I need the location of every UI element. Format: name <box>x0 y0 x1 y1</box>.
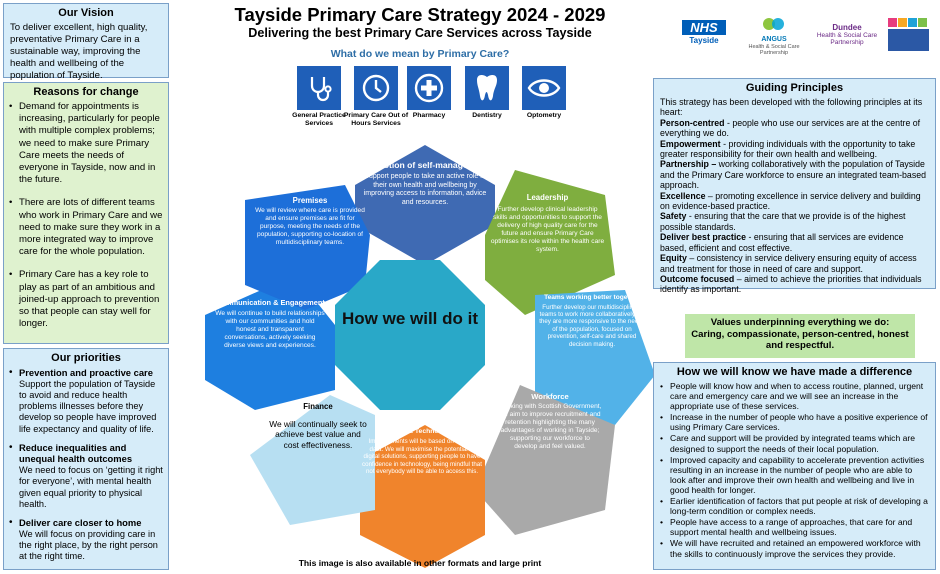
principle-text: working collaboratively with the population of Tayside and the Primary Care workforce to ensure an integrated team-based approach. <box>660 159 926 191</box>
petal-communication <box>215 299 325 350</box>
principle-term: Excellence <box>660 190 706 201</box>
eye-icon <box>522 66 566 110</box>
vision-text: To deliver excellent, high quality, preventative Primary Care in a sustainable way, improving the health and wellbeing of the population of Tayside. <box>10 22 148 81</box>
priority-title: • Prevention and proactive care <box>19 367 153 378</box>
priority-item <box>9 442 163 510</box>
dundee-logo-sub: Health & Social Care Partnership <box>816 32 878 46</box>
petal-text: Support people to take an active role in their own health and wellbeing by improving access to information, advice and resources. <box>363 173 487 206</box>
footer-note: This image is also available in other formats and large print <box>298 558 542 568</box>
principle-item <box>660 211 929 232</box>
nhs-logo-sub: Tayside <box>689 36 719 45</box>
tooth-icon <box>465 66 509 110</box>
priority-title: • Reduce inequalities and unequal health outcomes <box>19 441 133 465</box>
principle-term: Equity <box>660 253 687 264</box>
petal-text: Further develop our multidisciplinary teams to work more collaboratively, so they are more responsive to the needs of the population, focused on prevention, self-care and shared decision making. <box>539 303 645 348</box>
page-title: Tayside Primary Care Strategy 2024 - 2029 <box>234 4 606 25</box>
petal-title: Leadership <box>526 193 569 202</box>
reasons-panel <box>3 82 169 344</box>
list-item: • Demand for appointments is increasing, particularly for people with multiple complex problems; we need to make sure Primary Care meets the needs of everyone in Tayside, now and in the future. <box>9 101 163 186</box>
petal-text: Working with Scottish Government, we aim to improve recruitment and retention highlighting the many advantages of working in Tayside; supporting our workforce to develop and feel valued. <box>498 403 602 450</box>
service-label: Dentistry <box>472 112 502 119</box>
values-panel <box>685 314 915 358</box>
petal-title: Communication & Engagement <box>215 298 325 307</box>
principle-term: Safety <box>660 211 687 222</box>
list-item: • There are lots of different teams who work in Primary Care and we need to make sure they work in a more integrated way to improve care for the whole population. <box>9 197 163 258</box>
petal-premises <box>255 196 365 247</box>
principle-term: Empowerment <box>660 138 721 149</box>
petal-leadership <box>490 193 605 254</box>
priorities-panel <box>3 348 169 570</box>
angus-mark-icon <box>759 16 789 36</box>
perth-kinross-logo <box>886 16 934 60</box>
list-item: • People will know how and when to access routine, planned, urgent care and emergency care and we will see an increase in the appropriate use of these services. <box>660 381 929 411</box>
vision-panel <box>3 3 169 81</box>
center-octagon <box>335 260 485 410</box>
principles-panel <box>653 78 936 295</box>
dundee-hscp-logo <box>812 16 882 60</box>
difference-list <box>660 381 929 559</box>
priority-text: We need to focus on ‘getting it right for everyone’, with mental health given equal priority to physical health. <box>19 464 163 509</box>
cross-icon <box>407 66 451 110</box>
petal-finance <box>268 402 368 450</box>
list-item: • Care and support will be provided by integrated teams which are designed to support the needs of their local population. <box>660 433 929 453</box>
principles-heading: Guiding Principles <box>745 82 844 94</box>
petal-text: Improvements will be based on reliable data. We will maximise the potential of digital solutions, supporting people to have confidence in technology, being mindful that not everybody will be able to access this. <box>362 438 482 475</box>
reasons-heading: Reasons for change <box>33 86 139 98</box>
principle-text: – consistency in service delivery ensuring equity of access and treatment for those in need of care and support. <box>660 253 917 274</box>
service-label: Optometry <box>526 112 562 119</box>
principle-item <box>660 191 929 212</box>
list-item: • Improved capacity and capability to accelerate prevention activities resulting in an increase in the number of people who are able to look after and improve their own health and wellbeing and live in good health for longer. <box>660 455 929 495</box>
principle-item <box>660 274 929 295</box>
stethoscope-icon <box>297 66 341 110</box>
difference-panel <box>653 362 936 570</box>
petal-text: We will continually seek to achieve best value and cost effectiveness. <box>269 419 367 450</box>
priority-text: We will focus on providing care in the right place, by the right person at the right time. <box>19 528 158 562</box>
list-item: • Primary Care has a key role to play as part of an ambitious and joined-up approach to prevention so that people can stay well for longer. <box>9 269 163 330</box>
principle-item <box>660 232 929 253</box>
reasons-list <box>9 101 163 330</box>
petal-teams <box>538 294 646 348</box>
principle-text: - ensuring that the care that we provide is of the highest possible standards. <box>660 211 906 232</box>
angus-logo-text: ANGUS <box>761 36 787 43</box>
list-item: • People have access to a range of approaches, that care for and support mental health and wellbeing issues. <box>660 517 929 537</box>
priority-item <box>9 517 163 562</box>
principle-item <box>660 139 929 160</box>
petal-title: Data & Technology <box>391 428 453 435</box>
petal-text: We will review where care is provided and ensure premises are fit for purpose, meeting the needs of the population, supporting co-location of multidisciplinary teams. <box>255 207 365 246</box>
page-subtitle: Delivering the best Primary Care Services across Tayside <box>248 26 592 40</box>
angus-logo-sub: Health & Social Care Partnership <box>748 44 800 56</box>
petal-title: Promotion of self-management <box>361 160 489 170</box>
principle-term: Deliver best practice <box>660 232 747 243</box>
vision-heading: Our Vision <box>58 7 114 19</box>
values-text: Caring, compassionate, person-centred, honest and respectful. <box>691 328 909 352</box>
list-item: • Earlier identification of factors that put people at risk of developing a long-term condition or complex needs. <box>660 496 929 516</box>
list-item: • Increase in the number of people who have a positive experience of using Primary Care services. <box>660 412 929 432</box>
angus-hscp-logo <box>738 16 810 60</box>
dundee-logo-text: Dundee <box>832 23 862 32</box>
priority-item <box>9 367 163 435</box>
priority-title: • Deliver care closer to home <box>19 517 142 529</box>
service-label: General Practice Services <box>292 112 346 127</box>
difference-heading: How we will know we have made a difference <box>676 366 913 378</box>
petal-title: Premises <box>292 196 328 205</box>
wheel-center-label: How we will do it <box>342 309 478 328</box>
petal-workforce <box>498 392 602 451</box>
service-label: Primary Care Out of Hours Services <box>343 112 409 127</box>
principle-text: - ensuring that all services are evidence based, efficient and cost effective. <box>660 232 904 253</box>
list-item: • We will have recruited and retained an empowered workforce with the skills to continuously improve the services they provide. <box>660 538 929 558</box>
nhs-tayside-logo <box>680 16 728 60</box>
petal-text: Further develop clinical leadership skills and opportunities to support the delivery of high quality care for the future and ensure Primary Care optimises its role within the health care system. <box>490 206 605 253</box>
values-heading: Values underpinning everything we do: <box>710 317 890 328</box>
petal-text: We will continue to build relationships with our communities and hold honest and transparent conversations, actively seeking diverse views and experiences. <box>215 309 325 349</box>
service-label: Pharmacy <box>412 112 446 119</box>
priorities-heading: Our priorities <box>51 352 121 364</box>
principle-text: - providing individuals with the opportunity to take greater responsibility for their own health and wellbeing. <box>660 138 916 160</box>
nhs-logo-text: NHS <box>682 20 726 35</box>
petal-data <box>362 428 482 476</box>
principle-term: Partnership – <box>660 159 717 170</box>
principle-text: - people who use our services are at the centre of everything we do. <box>660 117 921 139</box>
clock-icon <box>354 66 398 110</box>
principle-term: Person-centred <box>660 117 725 128</box>
petal-title: Teams working better together <box>544 294 640 301</box>
petal-title: Workforce <box>531 392 569 401</box>
principle-text: – promoting excellence in service delivery and building on evidence-based practice. <box>660 190 921 212</box>
perth-kinross-mark-icon <box>886 16 932 56</box>
principle-item <box>660 253 929 274</box>
petal-promotion <box>360 160 490 207</box>
principle-term: Outcome focused <box>660 273 735 284</box>
principles-intro: This strategy has been developed with the following principles at its heart: <box>660 97 923 118</box>
service-optometry <box>509 66 579 120</box>
priority-text: Support the population of Tayside to avoid and reduce health problems illnesses before they develop so people have improved life expectancy and quality of life. <box>19 378 157 434</box>
principle-item <box>660 118 929 139</box>
primary-care-question: What do we mean by Primary Care? <box>330 48 510 60</box>
principle-text: – aimed to achieve the priorities that individuals identify as important. <box>660 273 922 295</box>
petal-title: Finance <box>303 402 333 411</box>
principle-item <box>660 159 929 190</box>
